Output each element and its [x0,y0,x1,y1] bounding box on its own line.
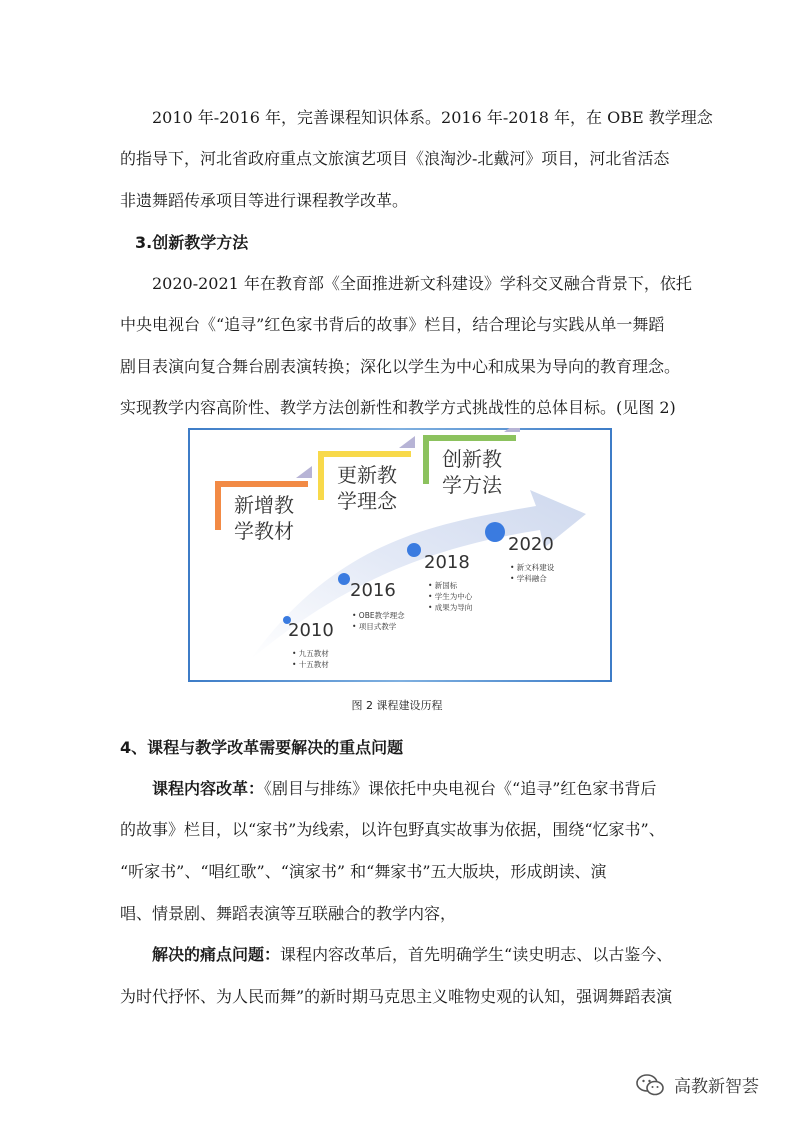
paragraph-line: 的指导下，河北省政府重点文旅演艺项目《浪淘沙-北戴河》项目，河北省活态 [120,149,670,168]
milestone-note: • 十五教材 [292,660,329,669]
paragraph-line: 2020-2021 年在教育部《全面推进新文科建设》学科交叉融合背景下，依托 [152,274,692,293]
paragraph-line: 非遗舞蹈传承项目等进行课程教学改革。 [120,191,409,210]
milestone-note: • OBE教学理念 [352,611,405,620]
paragraph-line: 唱、情景剧、舞蹈表演等互联融合的教学内容， [120,904,457,923]
paragraph-label: 解决的痛点问题： [152,945,281,964]
section-heading: 3.创新教学方法 [135,233,249,252]
milestone-note: • 新国标 [428,581,458,590]
milestone-year: 2016 [350,580,396,601]
step-label: 学方法 [442,473,502,497]
milestone-year: 2018 [424,552,470,573]
course-history-figure [188,428,612,682]
milestone-note: • 学科融合 [510,574,547,583]
milestone-note: • 成果为导向 [428,603,473,612]
step-label: 学教材 [234,519,294,543]
section-heading: 4、课程与教学改革需要解决的重点问题 [120,738,404,757]
paragraph-label: 课程内容改革： [152,779,265,798]
paragraph-line: 2010 年-2016 年，完善课程知识体系。2016 年-2018 年，在 OBE 教学理念 [152,108,713,127]
milestone-year: 2020 [508,534,554,555]
milestone-note: • 新文科建设 [510,563,555,572]
step-label: 学理念 [337,489,397,513]
milestone-note: • 九五教材 [292,649,329,658]
paragraph-line: 为时代抒怀、为人民而舞”的新时期马克思主义唯物史观的认知，强调舞蹈表演 [120,987,673,1006]
paragraph-text: 《剧目与排练》课依托中央电视台《“追寻”红色家书背后 [264,779,657,798]
watermark [636,1072,759,1097]
wechat-icon [636,1073,666,1097]
step-label: 创新教 [442,447,502,471]
milestone-year: 2010 [288,620,334,641]
paragraph-text: 课程内容改革后，首先明确学生“读史明志、以古鉴今、 [280,945,673,964]
step-label: 新增教 [234,493,294,517]
paragraph-line [152,945,672,965]
milestone-note: • 项目式教学 [352,622,397,631]
paragraph-line: 剧目表演向复合舞台剧表演转换；深化以学生为中心和成果为导向的教育理念。 [120,357,681,376]
milestone-dot [338,573,350,585]
milestone-dot [407,543,421,557]
paragraph-line: 实现教学内容高阶性、教学方法创新性和教学方式挑战性的总体目标。(见图 2) [120,398,676,417]
paragraph-line: 的故事》栏目，以“家书”为线索，以许包野真实故事为依据，围绕“忆家书”、 [120,820,665,839]
figure-caption: 图 2 课程建设历程 [351,699,443,712]
step-label: 更新教 [337,463,397,487]
paragraph-line: 中央电视台《“追寻”红色家书背后的故事》栏目，结合理论与实践从单一舞蹈 [120,315,665,334]
paragraph-line: “听家书”、“唱红歌”、“演家书” 和“舞家书”五大版块，形成朗读、演 [120,862,607,881]
milestone-note: • 学生为中心 [428,592,473,601]
paragraph-line [152,779,656,799]
watermark-text: 高教新智荟 [674,1077,759,1097]
milestone-dot [485,522,505,542]
